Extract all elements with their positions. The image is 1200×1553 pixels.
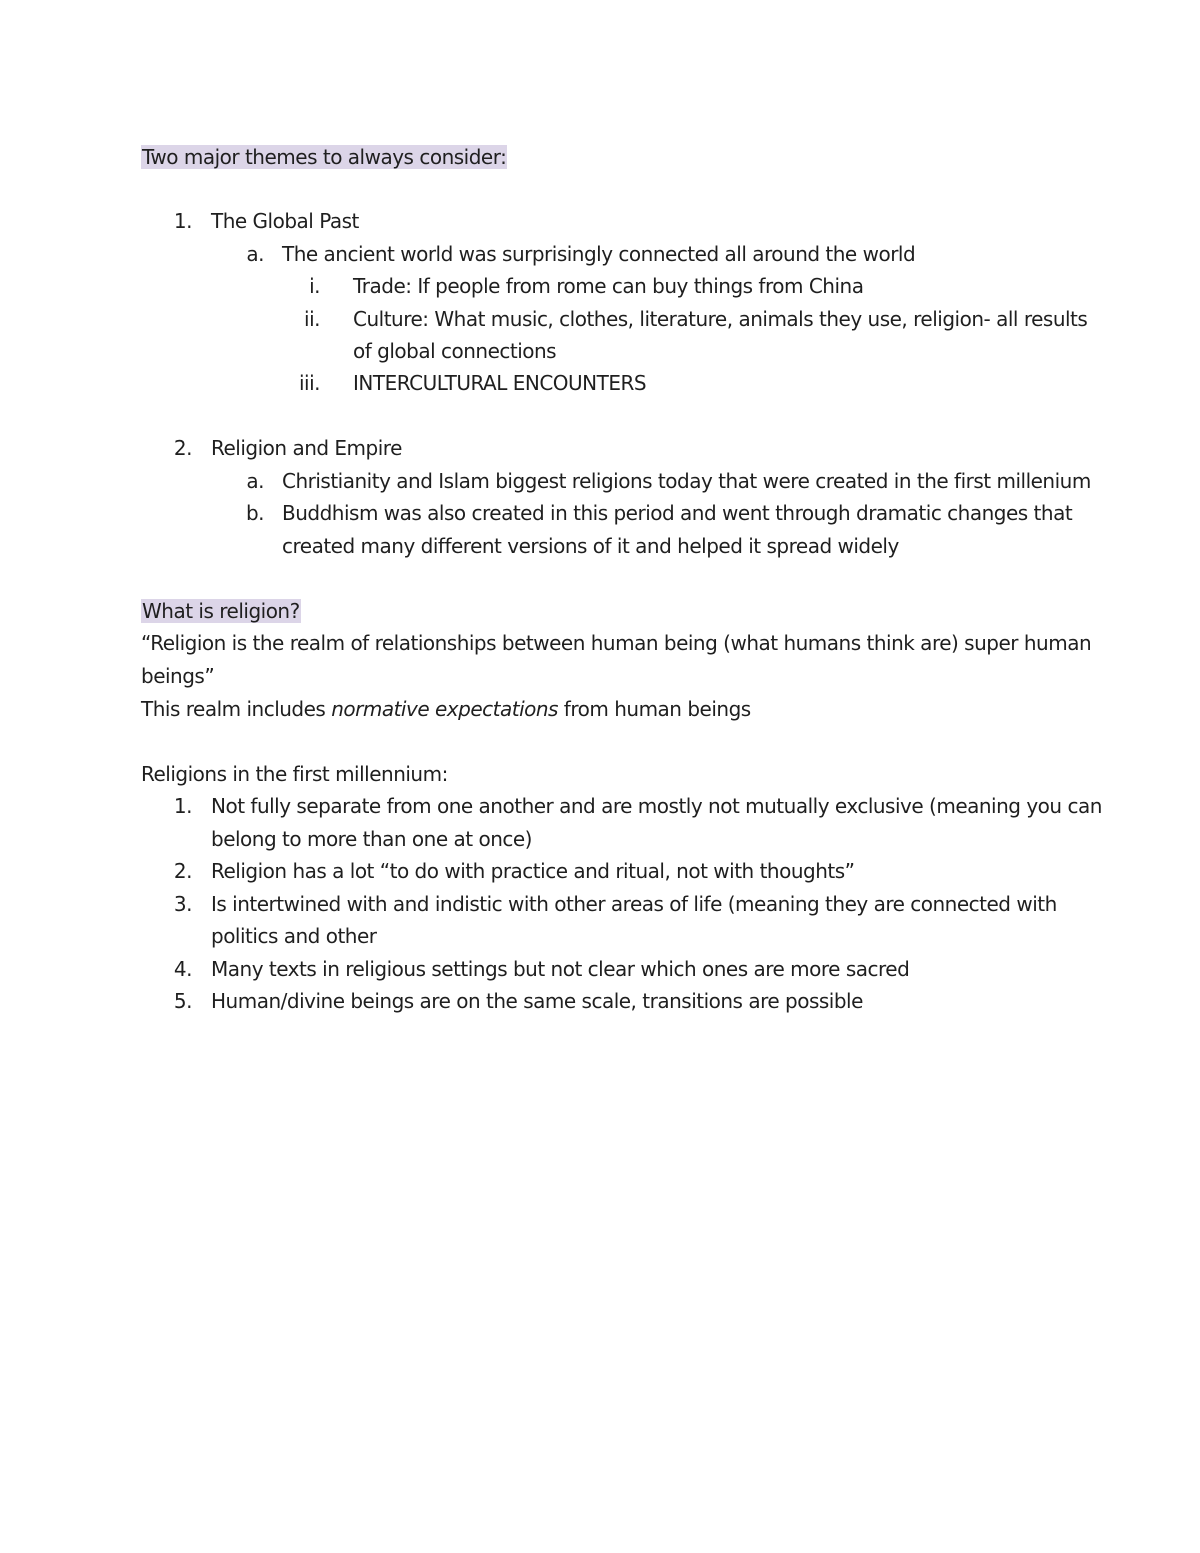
section-heading [141, 597, 301, 625]
list-item: The Global Past [211, 209, 359, 233]
list-item: Trade: If people from rome can buy things from China [353, 274, 864, 298]
list-item: The ancient world was surprisingly connected all around the world [282, 242, 916, 266]
list-marker: 4. [173, 957, 192, 981]
list-item: Buddhism was also created in this period and went through dramatic changes that [282, 501, 1073, 525]
list-item-continuation: created many different versions of it and helped it spread widely [282, 534, 899, 558]
list-marker: 2. [173, 859, 192, 883]
list-marker: a. [246, 242, 264, 266]
list-marker: 1. [173, 209, 192, 233]
highlighted-heading: Two major themes to always consider: [142, 145, 507, 169]
list-item-continuation: belong to more than one at once) [211, 827, 532, 851]
list-item-continuation: politics and other [211, 924, 377, 948]
italic-text: normative expectations [331, 697, 558, 721]
list-marker: i. [309, 274, 320, 298]
list-item: Many texts in religious settings but not clear which ones are more sacred [211, 957, 910, 981]
list-marker: 2. [173, 436, 192, 460]
section-heading: Religions in the first millennium: [141, 762, 448, 786]
list-item: Culture: What music, clothes, literature, animals they use, religion- all results [353, 307, 1088, 331]
list-item: Is intertwined with and indistic with other areas of life (meaning they are connected with [211, 892, 1057, 916]
list-item: Religion and Empire [211, 436, 402, 460]
list-item: Not fully separate from one another and are mostly not mutually exclusive (meaning you can [211, 794, 1102, 818]
text-run: from human beings [557, 697, 751, 721]
quote-line: beings” [141, 664, 215, 688]
list-marker: b. [245, 501, 264, 525]
list-marker: 3. [173, 892, 192, 916]
list-item: INTERCULTURAL ENCOUNTERS [353, 371, 647, 395]
list-marker: a. [246, 469, 264, 493]
list-marker: 5. [173, 989, 192, 1013]
list-marker: ii. [304, 307, 320, 331]
list-item: Christianity and Islam biggest religions today that were created in the first millenium [282, 469, 1091, 493]
list-item-continuation: of global connections [353, 339, 557, 363]
body-paragraph [141, 695, 751, 723]
text-run: This realm includes [141, 697, 332, 721]
list-item: Human/divine beings are on the same scale, transitions are possible [211, 989, 863, 1013]
quote-line: “Religion is the realm of relationships between human being (what humans think are) super human [141, 631, 1092, 655]
list-marker: 1. [173, 794, 192, 818]
list-marker: iii. [298, 371, 320, 395]
highlighted-heading: What is religion? [142, 599, 300, 623]
list-item: Religion has a lot “to do with practice and ritual, not with thoughts” [211, 859, 855, 883]
section-heading [141, 143, 507, 171]
